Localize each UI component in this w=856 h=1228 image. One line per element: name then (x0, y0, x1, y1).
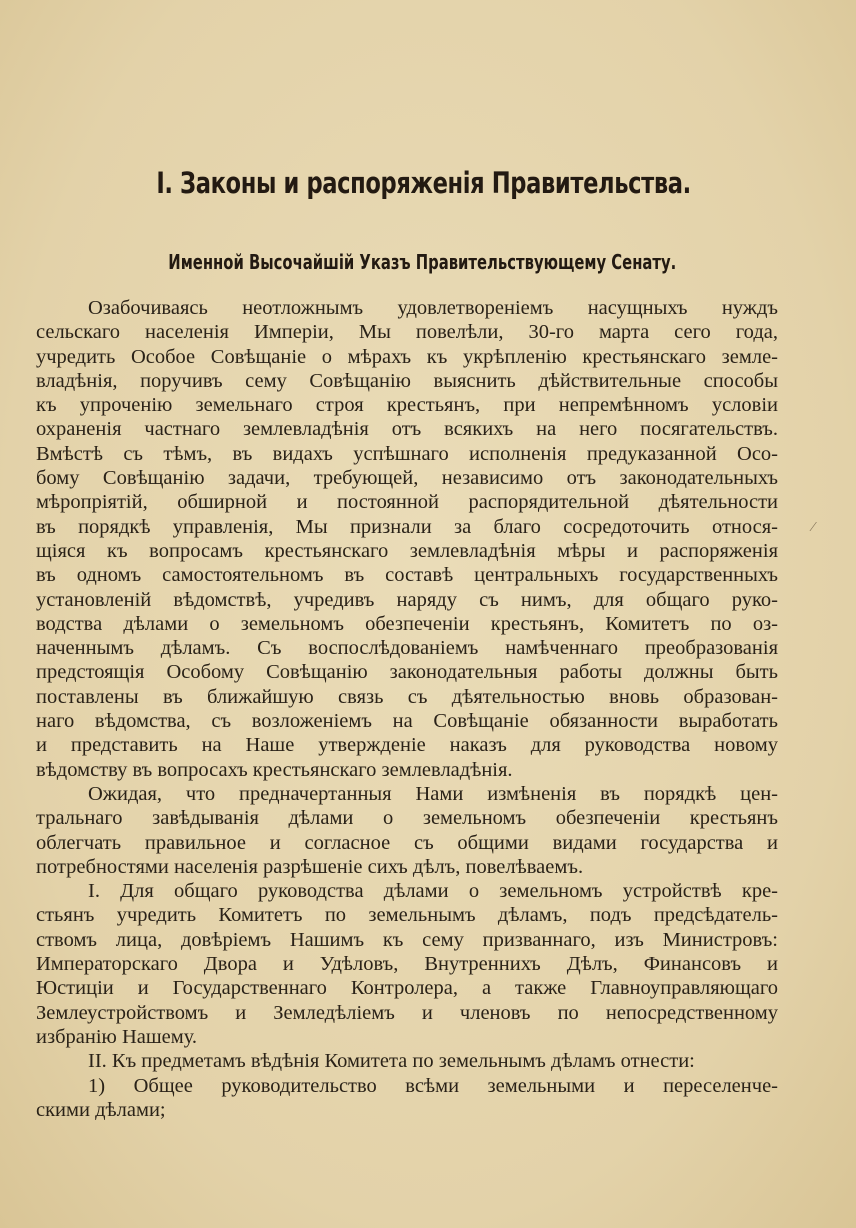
text-line: облегчать правильное и согласное съ общими видами государства и (36, 831, 778, 854)
text-line: и представить на Наше утвержденіе наказъ для руководства новому (36, 734, 778, 757)
text-line: потребностями населенія разрѣшеніе сихъ дѣлъ, повелѣваемъ. (36, 855, 584, 878)
text-line: тральнаго завѣдыванія дѣлами о земельномъ обезпеченіи крестьянъ (36, 807, 778, 830)
text-line: избранію Нашему. (36, 1025, 198, 1048)
decree-heading: Именной Высочайшій Указъ Правительствующему Сенату. (168, 250, 677, 274)
text-line: щіяся къ вопросамъ крестьянскаго землевладѣнія мѣры и распоряженія (36, 539, 778, 562)
text-line: водства дѣлами о земельномъ обезпеченіи крестьянъ, Комитетъ по оз- (36, 612, 778, 635)
section-title: I. Законы и распоряженія Правительства. (156, 166, 691, 200)
text-line: Вмѣстѣ съ тѣмъ, въ видахъ успѣшнаго исполненія предуказанной Осо- (36, 442, 778, 465)
text-line: наченнымъ дѣламъ. Съ воспослѣдованіемъ намѣченнаго преобразованія (36, 637, 778, 660)
decree-body (36, 296, 778, 1122)
text-line: II. Къ предметамъ вѣдѣнія Комитета по земельнымъ дѣламъ отнести: (88, 1050, 695, 1073)
text-line: бому Совѣщанію задачи, требующей, независимо отъ законодательныхъ (36, 467, 778, 490)
text-line: Императорскаго Двора и Удѣловъ, Внутреннихъ Дѣлъ, Финансовъ и (36, 953, 778, 976)
text-line: вѣдомству въ вопросахъ крестьянскаго землевладѣнія. (36, 758, 513, 781)
text-line: стьянъ учредить Комитетъ по земельнымъ дѣламъ, подъ предсѣдатель- (36, 904, 778, 927)
text-line: къ упроченію земельнаго строя крестьянъ, при непремѣнномъ условіи (36, 394, 778, 417)
text-line: Юстиціи и Государственнаго Контролера, а также Главноуправляющаго (36, 977, 778, 1000)
text-line: Ожидая, что предначертанныя Нами измѣненія въ порядкѣ цен- (88, 782, 778, 805)
text-line: поставлены въ ближайшую связь съ дѣятельностью вновь образован- (36, 685, 778, 708)
text-line: скими дѣлами; (36, 1098, 166, 1121)
text-line: владѣнія, поручивъ сему Совѣщанію выяснить дѣйствительные способы (36, 369, 778, 392)
text-line: предстоящія Особому Совѣщанію законодательныя работы должны быть (36, 661, 778, 684)
text-line: Озабочиваясь неотложнымъ удовлетвореніемъ насущныхъ нуждъ (88, 297, 778, 319)
text-line: учредить Особое Совѣщаніе о мѣрахъ къ укрѣпленію крестьянскаго земле- (36, 345, 778, 368)
text-line: наго вѣдомства, съ возложеніемъ на Совѣщаніе обязанности выработать (36, 710, 778, 733)
margin-mark-icon: ⁄ (812, 520, 815, 535)
text-line: установленій вѣдомствѣ, учредивъ наряду съ нимъ, для общаго руко- (36, 588, 778, 611)
text-line: Землеустройствомъ и Земледѣліемъ и членовъ по непосредственному (36, 1001, 778, 1024)
text-line: 1) Общее руководительство всѣми земельными и переселенче- (88, 1074, 778, 1097)
text-line: въ одномъ самостоятельномъ въ составѣ центральныхъ государственныхъ (36, 564, 778, 587)
text-line: въ порядкѣ управленія, Мы признали за благо сосредоточить относя- (36, 515, 778, 538)
text-line: ствомъ лица, довѣріемъ Нашимъ къ сему призваннаго, изъ Министровъ: (36, 928, 778, 951)
text-line: мѣропріятій, обширной и постоянной распорядительной дѣятельности (36, 491, 778, 514)
text-line: I. Для общаго руководства дѣлами о земельномъ устройствѣ кре- (88, 880, 778, 903)
text-line: сельскаго населенія Имперіи, Мы повелѣли, 30-го марта сего года, (36, 321, 778, 344)
text-line: охраненія частнаго землевладѣнія отъ всякихъ на него посягательствъ. (36, 418, 778, 441)
